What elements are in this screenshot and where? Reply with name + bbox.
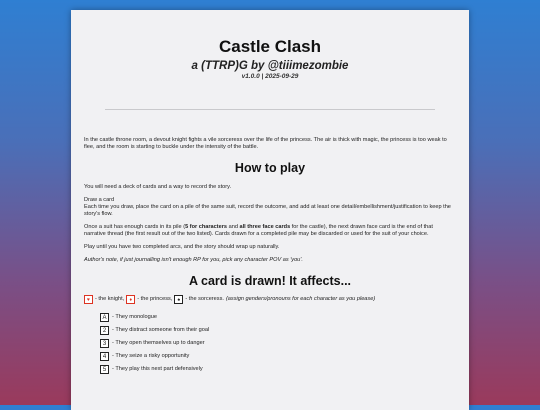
list-item — [100, 338, 456, 348]
outcome-text: - They open themselves up to danger — [112, 339, 205, 346]
suit-completion-text-b: for the castle), the next drawn face card is the end of that narrative thread (the first result out of the two listed). Cards drawn for a completed pile may be discarded or used for the suit of your choice. — [84, 224, 433, 237]
draw-card-title: Draw a card — [84, 197, 115, 203]
knight-label: - the knight, — [95, 296, 125, 302]
divider — [105, 109, 435, 110]
version-text: v1.0.0 | 2025-09-29 — [241, 73, 299, 80]
heart-icon: ♥ — [84, 295, 93, 304]
document-page — [71, 10, 469, 410]
sorceress-label: - the sorceress. — [185, 296, 224, 302]
requirements-paragraph: You will need a deck of cards and a way to record the story. — [84, 184, 232, 190]
page-title: Castle Clash — [218, 37, 322, 56]
list-item — [100, 351, 456, 361]
spade-icon: ♠ — [174, 295, 183, 304]
list-item — [100, 312, 456, 322]
suit-legend — [84, 295, 456, 304]
card-key-badge: 4 — [100, 352, 109, 361]
card-key-badge: 2 — [100, 326, 109, 335]
list-item — [100, 364, 456, 374]
card-key-badge: 5 — [100, 365, 109, 374]
outcome-list — [84, 312, 456, 374]
list-item — [100, 325, 456, 335]
author-note: Author's note, if just journalling isn't enough RP for you, pick any character POV as 'you'. — [84, 257, 303, 263]
play-until-paragraph: Play until you have two completed arcs, and the story should wrap up naturally. — [84, 244, 280, 250]
outcome-text: - They play this next part defensively — [112, 365, 203, 372]
affects-heading: A card is drawn! It affects... — [188, 274, 352, 288]
intro-paragraph: In the castle throne room, a devout knight fights a vile sorceress over the life of the princess. The air is thick with magic, the princess is too weak to flee, and the room is starting to buckle under the intensity of the battle. — [84, 137, 447, 150]
suit-completion-bold-characters: 5 for characters — [185, 224, 228, 230]
how-to-play-heading: How to play — [234, 161, 306, 175]
suit-completion-text-a: Once a suit has enough cards in its pile ( — [84, 224, 186, 230]
page-subtitle: a (TTRP)G by @tiiimezombie — [191, 60, 349, 72]
pronoun-note: (assign genders/pronouns for each character as you please) — [225, 296, 376, 302]
draw-card-paragraph: Each time you draw, place the card on a pile of the same suit, record the outcome, and add at least one detail/embellishment/justification to keep the story's flow. — [84, 204, 451, 217]
suit-completion-paragraph — [84, 224, 456, 238]
suit-completion-text-and: and — [227, 224, 240, 230]
outcome-text: - They monologue — [112, 313, 157, 320]
outcome-text: - They distract someone from their goal — [112, 326, 210, 333]
outcome-text: - They seize a risky opportunity — [112, 352, 190, 359]
diamond-icon: ♦ — [126, 295, 135, 304]
card-key-badge: 3 — [100, 339, 109, 348]
card-key-badge: A — [100, 313, 109, 322]
suit-completion-bold-face-cards: all three face cards — [239, 224, 291, 230]
princess-label: - the princess, — [137, 296, 173, 302]
